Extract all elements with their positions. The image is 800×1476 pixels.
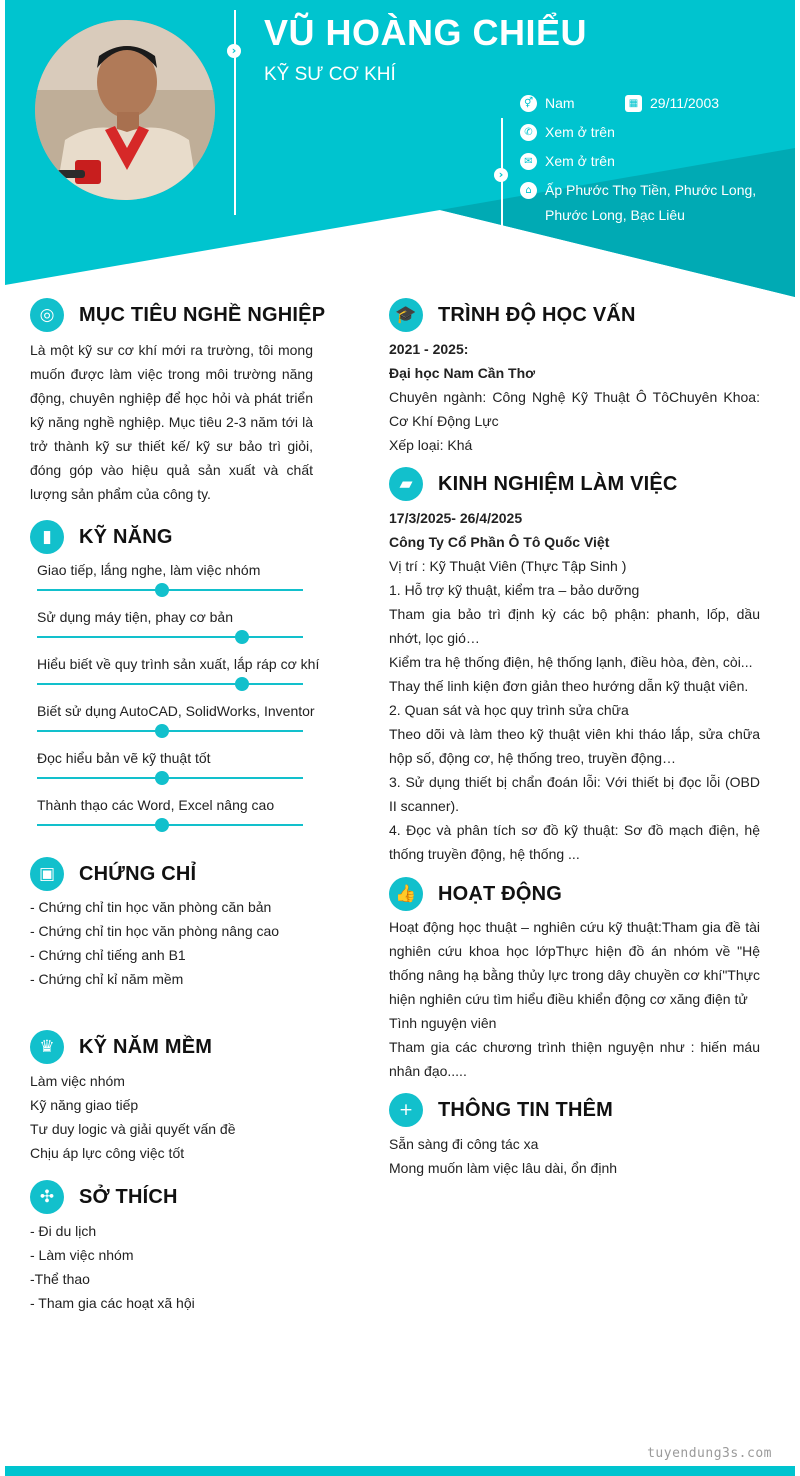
soft-skills-heading: ♛ KỸ NĂM MỀM <box>30 1029 212 1065</box>
objective-heading: ◎ MỤC TIÊU NGHỀ NGHIỆP <box>30 297 325 333</box>
additional-item: Sẵn sàng đi công tác xa <box>389 1136 539 1152</box>
skill-label: Hiểu biết về quy trình sản xuất, lắp ráp cơ khí <box>37 656 320 672</box>
experience-line: 3. Sử dụng thiết bị chẩn đoán lỗi: Với thiết bị đọc lỗi (OBD II scanner). <box>389 774 760 814</box>
experience-line: Kiểm tra hệ thống điện, hệ thống lạnh, điều hòa, đèn, còi... <box>389 654 753 670</box>
gender-info: ⚥ Nam <box>520 91 620 116</box>
education-rank: Xếp loại: Khá <box>389 437 473 453</box>
certificates-heading: ▣ CHỨNG CHỈ <box>30 856 196 892</box>
skill-level-bar <box>37 824 303 826</box>
plus-icon: + <box>389 1093 423 1127</box>
certificate-icon: ▣ <box>30 857 64 891</box>
education-heading: 🎓 TRÌNH ĐỘ HỌC VẤN <box>389 297 636 333</box>
certificate-item: - Chứng chỉ tin học văn phòng nâng cao <box>30 923 280 939</box>
skill-level-bar <box>37 636 303 638</box>
skill-level-bar <box>37 683 303 685</box>
graduation-cap-icon: 🎓 <box>389 298 423 332</box>
soft-skill-item: Tư duy logic và giải quyết vấn đề <box>30 1121 236 1137</box>
header-divider-left <box>234 10 236 215</box>
skill-label: Đọc hiểu bản vẽ kỹ thuật tốt <box>37 750 211 766</box>
email-info: ✉ Xem ở trên <box>520 149 720 174</box>
email-icon: ✉ <box>520 153 537 170</box>
certificate-item: - Chứng chỉ tin học văn phòng căn bản <box>30 899 272 915</box>
experience-line: Vị trí : Kỹ Thuật Viên (Thực Tập Sinh ) <box>389 558 627 574</box>
skill-level-bar <box>37 589 303 591</box>
skill-label: Giao tiếp, lắng nghe, làm việc nhóm <box>37 562 261 578</box>
experience-company: Công Ty Cổ Phần Ô Tô Quốc Việt <box>389 534 610 550</box>
activities-volunteer: Tình nguyện viên <box>389 1015 497 1031</box>
skill-level-dot <box>155 583 169 597</box>
hobby-item: - Tham gia các hoạt xã hội <box>30 1295 195 1311</box>
skill-level-dot <box>155 724 169 738</box>
skill-level-dot <box>235 677 249 691</box>
watermark: tuyendung3s.com <box>647 1446 772 1461</box>
chevron-right-icon: › <box>494 168 508 182</box>
trophy-icon: ♛ <box>30 1030 64 1064</box>
bottom-bar <box>5 1466 795 1476</box>
education-period: 2021 - 2025: <box>389 341 469 357</box>
experience-line: Theo dõi và làm theo kỹ thuật viên khi tháo lắp, sửa chữa hộp số, động cơ, hệ thống treo, truyền động… <box>389 726 760 766</box>
thumbs-up-icon: 👍 <box>389 877 423 911</box>
soft-skill-item: Chịu áp lực công việc tốt <box>30 1145 185 1161</box>
calendar-icon: ▦ <box>625 95 642 112</box>
certificate-item: - Chứng chỉ kỉ năm mềm <box>30 971 184 987</box>
experience-line: Tham gia bảo trì định kỳ các bộ phận: phanh, lốp, dầu nhớt, lọc gió… <box>389 606 760 646</box>
address-info: ⌂ Ấp Phước Thọ Tiền, Phước Long, Phước Long, Bạc Liêu <box>520 178 780 228</box>
phone-icon: ✆ <box>520 124 537 141</box>
hobby-item: - Đi du lịch <box>30 1223 97 1239</box>
soft-skill-item: Kỹ năng giao tiếp <box>30 1097 139 1113</box>
phone-info: ✆ Xem ở trên <box>520 120 720 145</box>
skills-heading: ▮ KỸ NĂNG <box>30 519 173 555</box>
hobby-item: - Làm việc nhóm <box>30 1247 134 1263</box>
skill-level-dot <box>235 630 249 644</box>
activities-text: Hoạt động học thuật – nghiên cứu kỹ thuật:Tham gia đề tài nghiên cứu khoa học lớpThực hiện đồ án nhóm về "Hệ thống nâng hạ bằng thủy lực trong dây chuyền cơ khí"Thực hiện nghiên cứu tìm hiểu điều khiển động cơ xăng điện tử <box>389 919 760 1007</box>
bar-chart-icon: ▮ <box>30 520 64 554</box>
experience-heading: ▰ KINH NGHIỆM LÀM VIỆC <box>389 466 678 502</box>
objective-text: Là một kỹ sư cơ khí mới ra trường, tôi mong muốn được làm việc trong môi trường năng động, chuyên nghiệp để học hỏi và phát triển kỹ năng nghề nghiệp. Mục tiêu 2-3 năm tới là trở thành kỹ sư thiết kế/ kỹ sư bảo trì giỏi, đóng góp vào hiệu quả sản xuất và chất lượng sản phẩm của công ty. <box>30 342 313 502</box>
activities-heading: 👍 HOẠT ĐỘNG <box>389 876 562 912</box>
hobby-item: -Thể thao <box>30 1271 90 1287</box>
experience-period: 17/3/2025- 26/4/2025 <box>389 510 523 526</box>
target-icon: ◎ <box>30 298 64 332</box>
additional-item: Mong muốn làm việc lâu dài, ổn định <box>389 1160 618 1176</box>
experience-line: 1. Hỗ trợ kỹ thuật, kiểm tra – bảo dưỡng <box>389 582 640 598</box>
skill-level-dot <box>155 771 169 785</box>
hobbies-heading: ✣ SỞ THÍCH <box>30 1179 178 1215</box>
certificate-item: - Chứng chỉ tiếng anh B1 <box>30 947 186 963</box>
skill-level-bar <box>37 730 303 732</box>
additional-heading: + THÔNG TIN THÊM <box>389 1092 613 1128</box>
gamepad-icon: ✣ <box>30 1180 64 1214</box>
skill-label: Sử dụng máy tiện, phay cơ bản <box>37 609 233 625</box>
briefcase-icon: ▰ <box>389 467 423 501</box>
education-school: Đại học Nam Cần Thơ <box>389 365 536 381</box>
gender-icon: ⚥ <box>520 95 537 112</box>
skill-level-dot <box>155 818 169 832</box>
chevron-right-icon: › <box>227 44 241 58</box>
home-icon: ⌂ <box>520 182 537 199</box>
candidate-name: VŨ HOÀNG CHIỂU <box>264 12 588 53</box>
skill-level-bar <box>37 777 303 779</box>
skill-label: Thành thạo các Word, Excel nâng cao <box>37 797 275 813</box>
job-title: KỸ SƯ CƠ KHÍ <box>264 64 396 85</box>
soft-skill-item: Làm việc nhóm <box>30 1073 125 1089</box>
experience-line: 4. Đọc và phân tích sơ đồ kỹ thuật: Sơ đồ mạch điện, hệ thống truyền động, hệ thống ... <box>389 822 760 862</box>
experience-line: Thay thế linh kiện đơn giản theo hướng dẫn kỹ thuật viên. <box>389 678 749 694</box>
skill-label: Biết sử dụng AutoCAD, SolidWorks, Inventor <box>37 703 315 719</box>
activities-charity: Tham gia các chương trình thiện nguyện như : hiến máu nhân đạo..... <box>389 1039 760 1079</box>
experience-line: 2. Quan sát và học quy trình sửa chữa <box>389 702 629 718</box>
birthday-info: ▦ 29/11/2003 <box>625 91 775 116</box>
avatar <box>35 20 215 200</box>
education-major: Chuyên ngành: Công Nghệ Kỹ Thuật Ô TôChuyên Khoa: Cơ Khí Động Lực <box>389 389 760 429</box>
